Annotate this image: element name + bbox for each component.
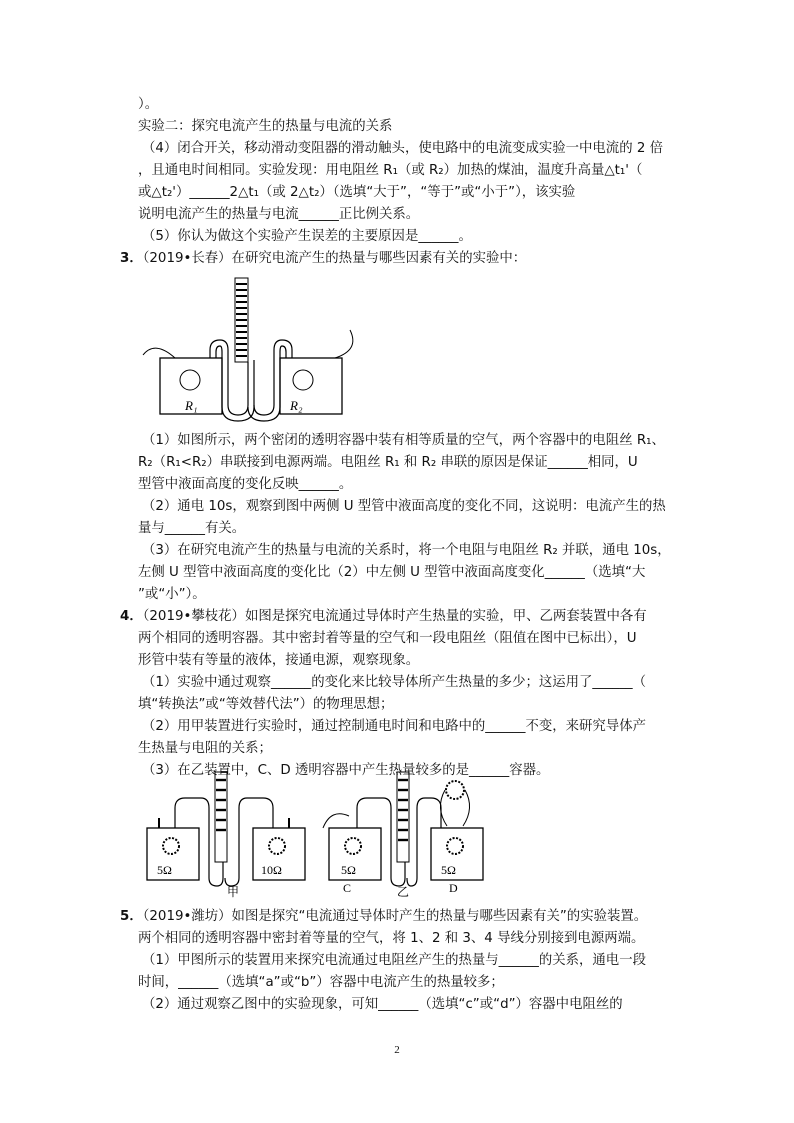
jia-label: 甲 xyxy=(227,885,240,899)
q3-apparatus-figure xyxy=(135,270,365,430)
text-line: （2）用甲装置进行实验时，通过控制通电时间和电路中的______不变，来研究导体产 xyxy=(142,719,646,734)
text-line: ”或“小”）。 xyxy=(138,587,206,602)
question-number: 3． xyxy=(120,251,143,266)
text-line: ）。 xyxy=(138,97,159,112)
text-line: （3）在研究电流产生的热量与电流的关系时，将一个电阻与电阻丝 R₂ 并联，通电 10s， xyxy=(142,543,671,558)
container-d-label: D xyxy=(449,881,458,895)
text-line: （4）闭合开关，移动滑动变阻器的滑动触头，使电路中的电流变成实验一中电流的 2 倍 xyxy=(142,141,664,156)
yi-right-resistance: 5Ω xyxy=(441,863,456,877)
question-text: （2019•潍坊）如图是探究“电流通过导体时产生的热量与哪些因素有关”的实验装置。 xyxy=(142,909,648,924)
question-text: （2019•长春）在研究电流产生的热量与哪些因素有关的实验中： xyxy=(142,251,527,266)
text-line: 两个相同的透明容器中密封着等量的空气，将 1、2 和 3、4 导线分别接到电源两端。 xyxy=(138,931,645,946)
text-line: （5）你认为做这个实验产生误差的主要原因是______。 xyxy=(142,229,472,244)
question-5-heading xyxy=(120,906,647,928)
container-c-label: C xyxy=(343,881,352,895)
text-line: 说明电流产生的热量与电流______正比例关系。 xyxy=(138,207,420,222)
text-line: 生热量与电阻的关系； xyxy=(138,741,272,756)
r2-label: R₂ xyxy=(290,398,303,413)
text-line: （1）如图所示，两个密闭的透明容器中装有相等质量的空气，两个容器中的电阻丝 R₁、 xyxy=(142,433,665,448)
text-line: ，且通电时间相同。实验发现：用电阻丝 R₁（或 R₂）加热的煤油，温度升高量△t₁'（ xyxy=(138,163,643,178)
text-line: 或△t₂'）______2△t₁（或 2△t₂）（选填“大于”，“等于”或“小于”），该实验 xyxy=(138,185,576,200)
text-line: 型管中液面高度的变化反映______。 xyxy=(138,477,353,492)
page-number: 2 xyxy=(394,1044,400,1056)
apparatus-yi xyxy=(323,772,483,899)
apparatus-jia xyxy=(147,772,305,899)
jia-left-resistance: 5Ω xyxy=(157,863,172,877)
text-line: （3）在乙装置中，C、D 透明容器中产生热量较多的是______容器。 xyxy=(142,763,550,778)
text-line: （1）实验中通过观察______的变化来比较导体所产生热量的多少；这运用了______（ xyxy=(142,675,646,690)
text-line: 实验二：探究电流产生的热量与电流的关系 xyxy=(138,119,393,134)
text-line: 时间，______（选填“a”或“b”）容器中电流产生的热量较多； xyxy=(138,975,504,990)
text-line: 两个相同的透明容器。其中密封着等量的空气和一段电阻丝（阻值在图中已标出），U xyxy=(138,631,637,646)
question-number: 5． xyxy=(120,909,143,924)
scale-ticks xyxy=(236,284,247,356)
question-4-heading xyxy=(120,606,647,628)
yi-left-resistance: 5Ω xyxy=(341,863,356,877)
text-line: 填“转换法”或“等效替代法”）的物理思想； xyxy=(138,697,394,712)
q4-apparatus-figure xyxy=(135,768,515,900)
yi-label: 乙 xyxy=(397,885,410,899)
text-line: 量与______有关。 xyxy=(138,521,246,536)
text-line: （1）甲图所示的装置用来探究电流通过电阻丝产生的热量与______的关系，通电一段 xyxy=(142,953,646,968)
r1-label: R₁ xyxy=(185,398,198,413)
question-3-heading xyxy=(120,248,526,270)
text-line: 形管中装有等量的液体，接通电源，观察现象。 xyxy=(138,653,420,668)
text-line: （2）通过观察乙图中的实验现象，可知______（选填“c”或“d”）容器中电阻丝的 xyxy=(142,997,623,1012)
text-line: 左侧 U 型管中液面高度的变化比（2）中左侧 U 型管中液面高度变化______（选填“大 xyxy=(138,565,646,580)
jia-right-resistance: 10Ω xyxy=(261,863,282,877)
question-number: 4． xyxy=(120,609,143,624)
text-line: R₂（R₁<R₂）串联接到电源两端。电阻丝 R₁ 和 R₂ 串联的原因是保证______相同，U xyxy=(138,455,638,470)
question-text: （2019•攀枝花）如图是探究电流通过导体时产生热量的实验，甲、乙两套装置中各有 xyxy=(142,609,647,624)
text-line: （2）通电 10s，观察到图中两侧 U 型管中液面高度的变化不同，这说明：电流产生的热 xyxy=(142,499,666,514)
